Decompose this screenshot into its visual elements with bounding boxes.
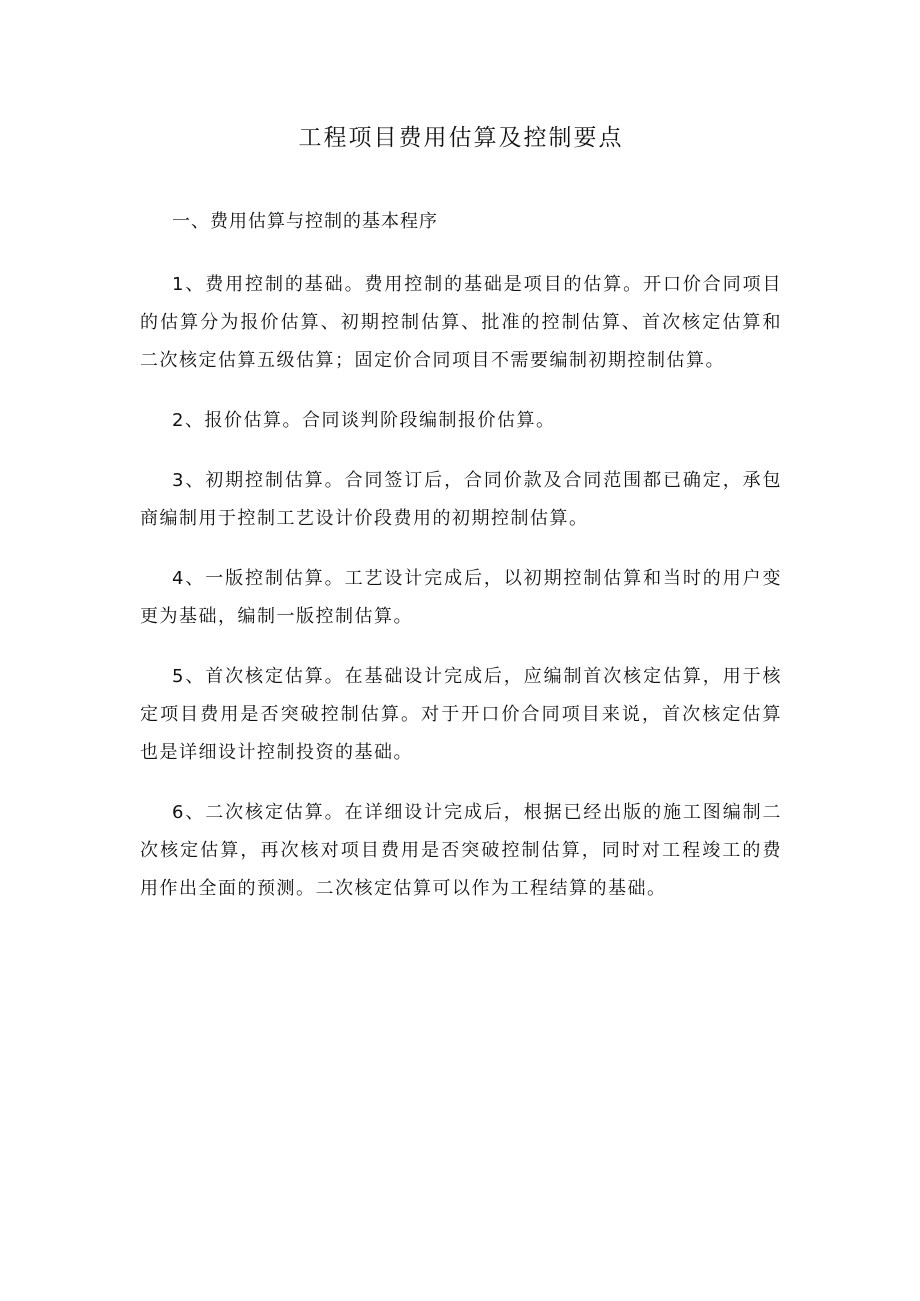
paragraph-4: 4、一版控制估算。工艺设计完成后，以初期控制估算和当时的用户变更为基础，编制一版控制估算。: [140, 568, 782, 627]
paragraph-2: 2、报价估算。合同谈判阶段编制报价估算。: [172, 410, 556, 431]
paragraph-3: 3、初期控制估算。合同签订后，合同价款及合同范围都已确定，承包商编制用于控制工艺设计价段费用的初期控制估算。: [140, 470, 782, 529]
paragraph-5: 5、首次核定估算。在基础设计完成后，应编制首次核定估算，用于核定项目费用是否突破控制估算。对于开口价合同项目来说，首次核定估算也是详细设计控制投资的基础。: [140, 666, 782, 763]
document-title: 工程项目费用估算及控制要点: [298, 125, 624, 151]
paragraph-6: 6、二次核定估算。在详细设计完成后，根据已经出版的施工图编制二次核定估算，再次核对项目费用是否突破控制估算，同时对工程竣工的费用作出全面的预测。二次核定估算可以作为工程结算的基础。: [140, 802, 782, 899]
paragraph-1: 1、费用控制的基础。费用控制的基础是项目的估算。开口价合同项目的估算分为报价估算、初期控制估算、批准的控制估算、首次核定估算和二次核定估算五级估算；固定价合同项目不需要编制初期控制估算。: [140, 274, 782, 371]
section-heading: 一、费用估算与控制的基本程序: [172, 211, 438, 232]
